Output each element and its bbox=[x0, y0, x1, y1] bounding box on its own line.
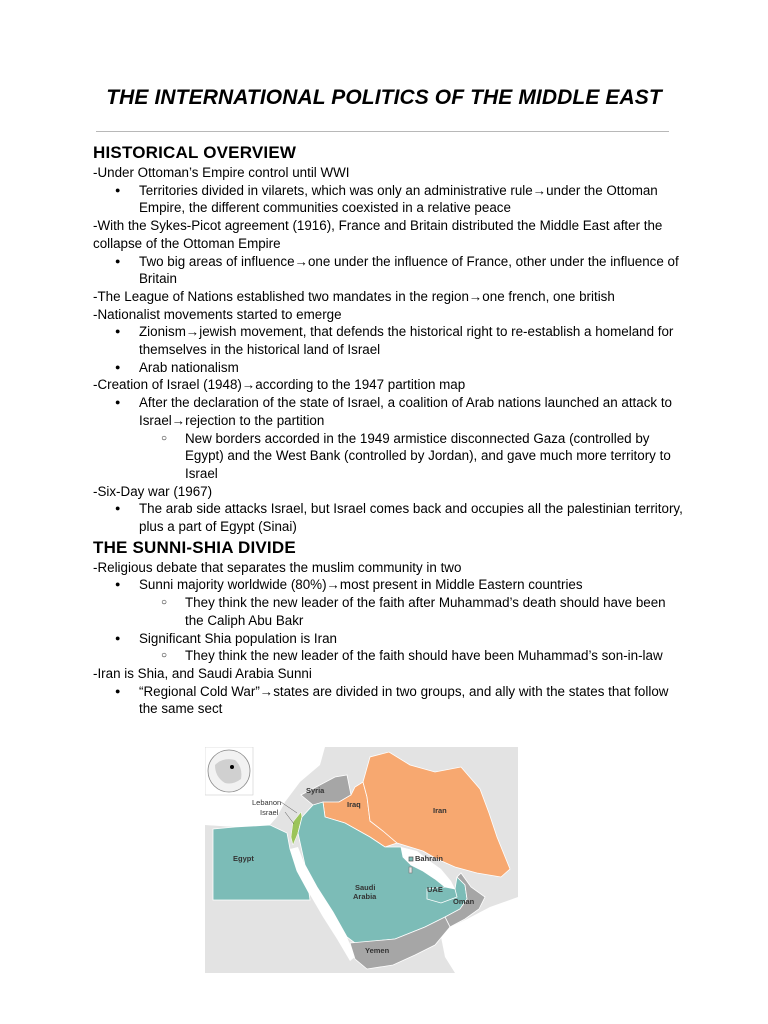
text-line: -With the Sykes-Picot agreement (1916), France and Britain distributed the Middle East after the collapse of the Ottoman Empire bbox=[93, 218, 663, 251]
map-label-yemen: Yemen bbox=[365, 946, 390, 955]
bullet-item: ● After the declaration of the state of Israel, a coalition of Arab nations launched an attack to Israel→rejection to the partition bbox=[93, 394, 683, 429]
text-line: -Under Ottoman’s Empire control until WWI bbox=[93, 165, 350, 180]
map-label-lebanon: Lebanon bbox=[252, 798, 282, 807]
text-line: -Creation of Israel (1948)→according to the 1947 partition map bbox=[93, 377, 466, 393]
text-line: -Religious debate that separates the muslim community in two bbox=[93, 559, 462, 575]
bullet-item: ● Sunni majority worldwide (80%)→most present in Middle Eastern countries bbox=[93, 576, 683, 594]
bullet-list bbox=[93, 500, 683, 535]
document-body bbox=[93, 141, 683, 718]
map-label-israel: Israel bbox=[260, 808, 279, 817]
page-title: THE INTERNATIONAL POLITICS OF THE MIDDLE EAST bbox=[106, 86, 662, 109]
map-label-iran: Iran bbox=[433, 806, 447, 815]
bahrain-marker bbox=[409, 857, 413, 861]
bullet-list bbox=[93, 683, 683, 718]
bullet-list bbox=[93, 182, 683, 217]
bullet-item: ● Territories divided in vilarets, which was only an administrative rule→under the Ottoman Empire, the different communities coexisted in a relative peace bbox=[93, 182, 683, 217]
bullet-list bbox=[93, 253, 683, 288]
text-line: -The League of Nations established two mandates in the region→one french, one british bbox=[93, 288, 615, 304]
map-label-syria: Syria bbox=[306, 786, 325, 795]
bullet-list bbox=[93, 323, 683, 376]
bullet-item: ● Two big areas of influence→one under the influence of France, other under the influence of Britain bbox=[93, 253, 683, 288]
sub-bullet-item: ○ They think the new leader of the faith after Muhammad’s death should have been the Caliph Abu Bakr bbox=[93, 594, 683, 629]
globe-inset bbox=[205, 747, 253, 795]
bullet-item: ● Significant Shia population is Iran bbox=[93, 630, 683, 648]
map-label-bahrain: Bahrain bbox=[415, 854, 443, 863]
map-label-saudi: Saudi bbox=[355, 883, 376, 892]
map-label-iraq: Iraq bbox=[347, 800, 361, 809]
bullet-item: ● “Regional Cold War”→states are divided in two groups, and ally with the states that follow the same sect bbox=[93, 683, 683, 718]
sub-bullet-item: ○ New borders accorded in the 1949 armistice disconnected Gaza (controlled by Egypt) and the West Bank (controlled by Jordan), and gave much more territory to Israel bbox=[93, 430, 683, 483]
text-line: -Six-Day war (1967) bbox=[93, 483, 213, 499]
bullet-item: ● Arab nationalism bbox=[93, 359, 683, 377]
map-label-egypt: Egypt bbox=[233, 854, 254, 863]
bullet-list bbox=[93, 394, 683, 483]
section-heading-sunni-shia: THE SUNNI-SHIA DIVIDE bbox=[93, 537, 296, 557]
map-label-oman: Oman bbox=[453, 897, 475, 906]
sub-bullet-item: ○ They think the new leader of the faith should have been Muhammad’s son-in-law bbox=[93, 647, 683, 665]
bullet-item: ● Zionism→jewish movement, that defends the historical right to re-establish a homeland for themselves in the historical land of Israel bbox=[93, 323, 683, 358]
map-svg bbox=[205, 747, 518, 973]
text-line: -Nationalist movements started to emerge bbox=[93, 306, 342, 322]
text-line: -Iran is Shia, and Saudi Arabia Sunni bbox=[93, 665, 312, 681]
middle-east-map bbox=[205, 747, 518, 973]
map-label-uae: UAE bbox=[427, 885, 443, 894]
title-divider bbox=[96, 131, 669, 132]
qatar-shape bbox=[409, 867, 412, 873]
section-heading-historical: HISTORICAL OVERVIEW bbox=[93, 143, 297, 162]
bullet-item: ● The arab side attacks Israel, but Israel comes back and occupies all the palestinian territory, plus a part of Egypt (Sinai) bbox=[93, 500, 683, 535]
map-label-arabia: Arabia bbox=[353, 892, 377, 901]
bullet-list bbox=[93, 576, 683, 665]
